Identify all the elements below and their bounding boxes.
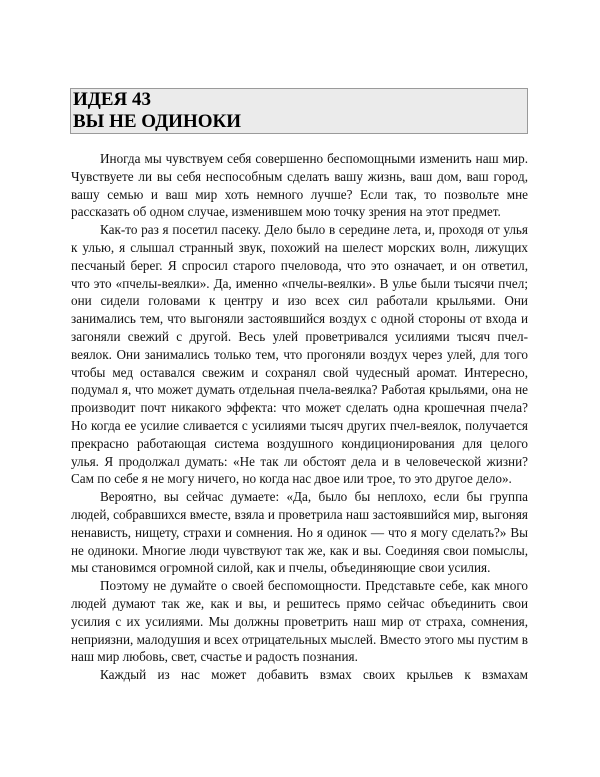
chapter-number: ИДЕЯ 43 <box>73 89 151 110</box>
chapter-title: ВЫ НЕ ОДИНОКИ <box>73 111 242 132</box>
chapter-body <box>71 150 528 684</box>
paragraph: Как-то раз я посетил пасеку. Дело было в середине лета, и, проходя от улья к улью, я слышал странный звук, похожий на шелест морских волн, лижущих песчаный берег. Я спросил старого пчеловода, что это означает, и он ответил, что это «пчелы-веялки». Да, именно «пчелы-веялки». В улье были тысячи пчел; они сидели головами к центру и изо всех сил работали крыльями. Они занимались тем, что выгоняли застоявшийся воздух с одной стороны от входа и загоняли свежий с другой. Весь улей проветривался усилиями тысяч пчел-веялок. Они занимались только тем, что прогоняли воздух через улей, для того чтобы мед оставался свежим и сохранял свой чудесный аромат. Интересно, подумал я, что может думать отдельная пчела-веялка? Работая крыльями, она не производит почт никакого эффекта: что может сделать одна крошечная пчела? Но когда ее усилие сливается с усилиями тысяч других пчел-веялок, получается прекрасно работающая система воздушного кондиционирования для целого улья. Я продолжал думать: «Не так ли обстоят дела и в человеческой жизни? Сам по себе я не могу ничего, но когда нас двое или трое, то это другое дело». <box>71 222 528 487</box>
paragraph: Вероятно, вы сейчас думаете: «Да, было бы неплохо, если бы группа людей, собравшихся вместе, взяла и проветрила наш застоявшийся мир, выгоняя ненависть, нищету, страхи и сомнения. Но я одинок — что я могу сделать?» Вы не одиноки. Многие люди чувствуют так же, как и вы. Соединяя свои помыслы, мы становимся огромной силой, как и пчелы, объединяющие свои усилия. <box>71 489 528 576</box>
paragraph-continued: Каждый из нас может добавить взмах своих крыльев к взмахам <box>100 667 528 683</box>
paragraph: Иногда мы чувствуем себя совершенно беспомощными изменить наш мир. Чувствуете ли вы себя неспособным сделать вашу жизнь, ваш дом, ваш город, вашу семью и ваш мир хоть немного лучше? Если так, то позвольте мне рассказать об одном случае, изменившем мою точку зрения на этот предмет. <box>71 151 528 220</box>
chapter-heading-box <box>70 88 528 134</box>
paragraph: Поэтому не думайте о своей беспомощности. Представьте себе, как много людей думают так же, как и вы, и решитесь прямо сейчас объединить свои усилия с их усилиями. Мы должны проветрить наш мир от страха, сомнения, неприязни, малодушия и всех отрицательных мыслей. Вместо этого мы пустим в наш мир любовь, свет, счастье и радость познания. <box>71 578 528 665</box>
